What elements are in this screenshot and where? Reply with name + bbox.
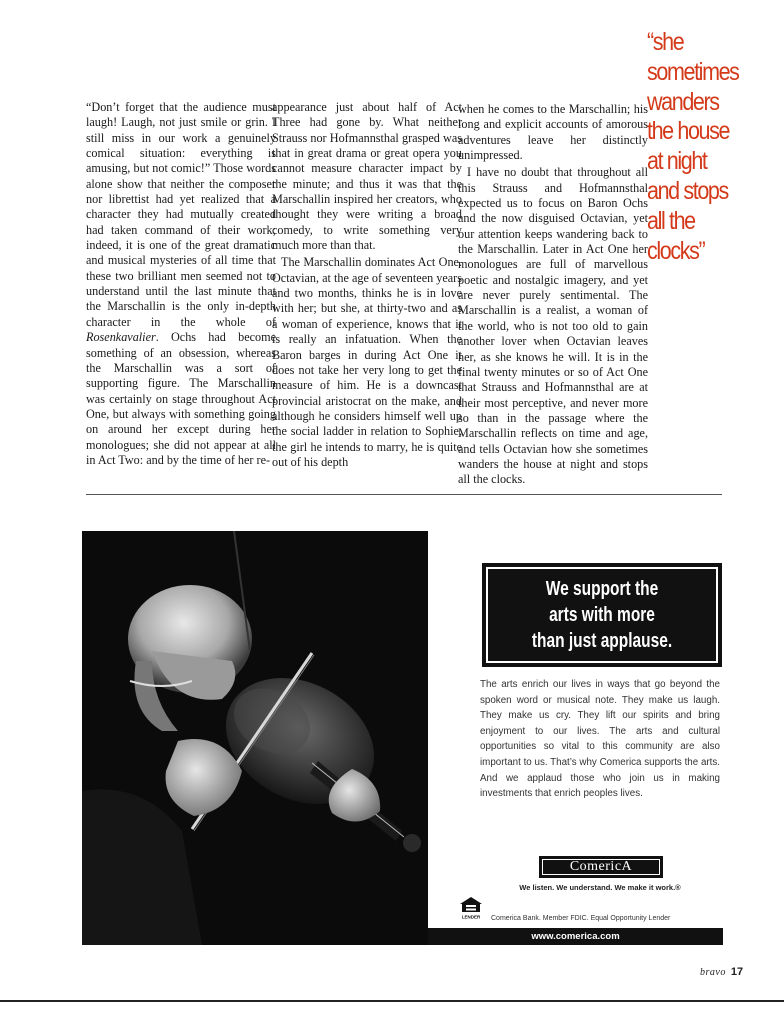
equal-housing-lender-icon — [458, 896, 484, 920]
ad-headline-line: arts with more — [549, 604, 655, 626]
page-bottom-rule — [0, 1000, 784, 1002]
article-paragraph: The Marschallin dominates Act One. Octavian, at the age of seventeen years and two months, thinks he is in love with her; but she, at thirty-two and as a woman of experience, knows that it is really an infatuation. When the Baron barges in during Act One it does not take her very long to get the measure of him. He is a downcast provincial aristocrat on the make, and although he considers himself well up the social ladder in relation to Sophie, the girl he intends to marry, he is quite out of his depth — [272, 255, 462, 469]
article-column-2 — [272, 100, 462, 470]
article-paragraph: “Don’t forget that the audience must laugh! Laugh, not just smile or grin. I still miss in our work a genuinely comical situation: everything is amusing, but not comic!” Those words alone show that neither the composer nor librettist had yet realized that a character they had mutually created had taken command of their work; indeed, it is one of the great dramatic and musical mysteries of all time that these two brilliant men seemed not to understand until the last minute that the Marschallin is the only in-depth character in the whole of Rosenkavalier. Ochs had become something of an obsession, whereas the Marschallin was a sort of supporting figure. The Marschallin was certainly on stage throughout Act One, but always with something going on around her except during her monologues; she did not appear at all in Act Two: and by the time of her re- — [86, 100, 276, 467]
equal-housing-label: LENDER — [461, 914, 481, 920]
pull-quote — [647, 28, 759, 266]
page-number: 17 — [730, 966, 744, 978]
ad-tagline: We listen. We understand. We make it work.® — [519, 883, 681, 892]
comerica-logo-text: ComericA — [569, 859, 633, 874]
pull-quote-line: the house — [647, 117, 730, 146]
comerica-url-link[interactable]: www.comerica.com — [428, 928, 723, 945]
pull-quote-line: and stops — [647, 176, 728, 205]
pull-quote-line: sometimes — [647, 57, 739, 86]
pull-quote-line: “she — [647, 28, 684, 56]
article-divider — [86, 494, 722, 495]
article-column-1 — [86, 100, 276, 468]
ad-headline-line: We support the — [545, 578, 659, 600]
ad-headline — [482, 563, 722, 667]
pull-quote-line: wanders — [647, 87, 719, 116]
violinist-photo — [82, 531, 428, 945]
opera-title: Rosenkavalier — [86, 330, 156, 345]
violinist-illustration — [82, 531, 428, 945]
pull-quote-line: at night — [647, 147, 707, 176]
article-column-3 — [458, 102, 648, 488]
pull-quote-line: clocks” — [647, 236, 705, 265]
article-paragraph: appearance just about half of Act Three had gone by. What neither Strauss nor Hofmannsthal grasped was that in great drama or great opera you cannot measure character impact by the minute; and thus it was that the Marschallin inspired her creators, who thought they were writing a broad comedy, to write something very much more than that. — [272, 100, 462, 253]
comerica-advertisement — [82, 531, 723, 945]
pull-quote-line: all the — [647, 206, 695, 235]
comerica-logo — [539, 856, 663, 878]
ad-member-fdic-line: Comerica Bank. Member FDIC. Equal Opportunity Lender — [491, 915, 671, 922]
ad-body-copy: The arts enrich our lives in ways that go beyond the spoken word or musical note. They make us laugh. They make us cry. They lift our spirits and bring enjoyment to our lives. The arts and cultural opportunities so vital to this community are also important to us. That’s why Comerica supports the arts. And we applaud those who join us in making investments that enrich peoples lives. — [480, 679, 720, 800]
magazine-name: bravo — [700, 967, 726, 978]
article-paragraph: when he comes to the Marschallin; his long and explicit accounts of amorous adventures leave her distinctly unimpressed. — [458, 102, 648, 163]
ad-headline-line: than just applause. — [531, 630, 673, 652]
article-paragraph: I have no doubt that throughout all this Strauss and Hofmannsthal expected us to focus on Baron Ochs and the now disguised Octavian, yet our attention keeps wandering back to the Marschallin. Later in Act One her monologues are full of marvellous poetic and nostalgic imagery, and yet are never purely sentimental. The Marschallin is a realist, a woman of the world, who is not too old to gain another lover when Octavian leaves her, as she knows he will. It is in the final twenty minutes or so of Act One that Strauss and Hofmannsthal are at their most perceptive, and never more so than in the passage where the Marschallin reflects on time and age, and tells Octavian how she sometimes wanders the house at night and stops all the clocks. — [458, 165, 648, 487]
page-folio — [700, 966, 770, 978]
